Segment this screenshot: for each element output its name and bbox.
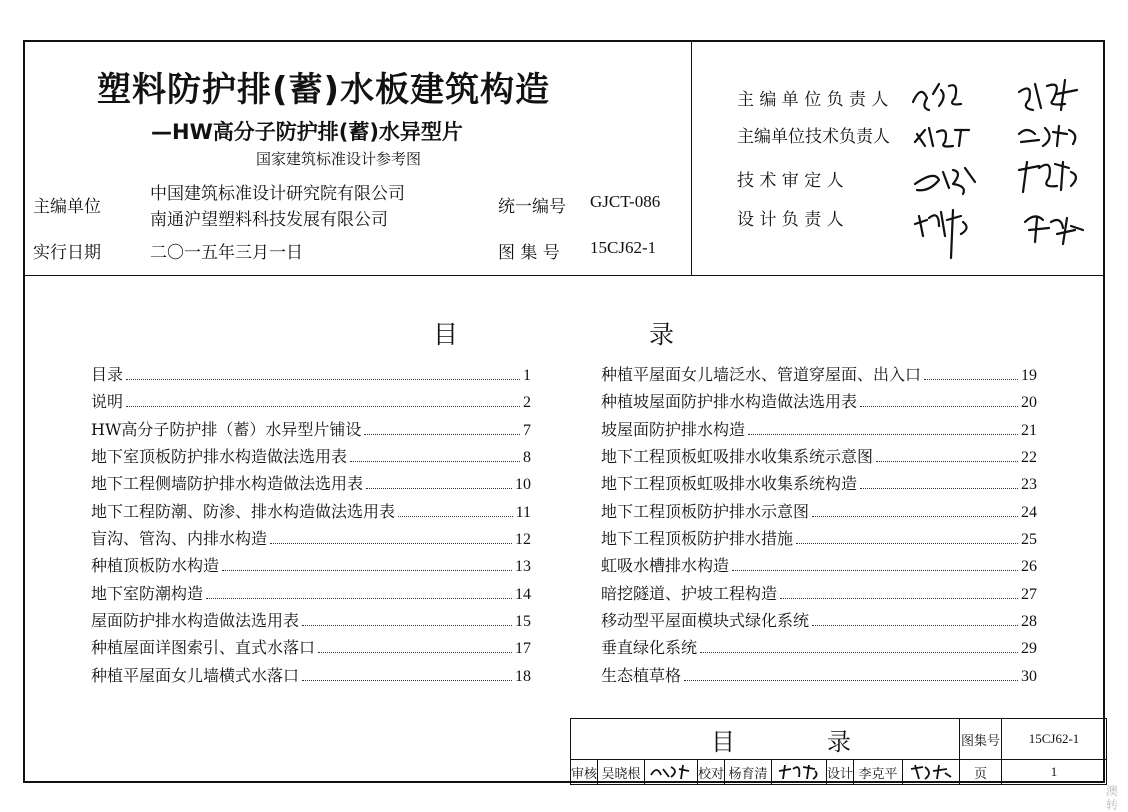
toc-entry[interactable] [91,581,531,608]
toc-entry[interactable] [601,389,1037,416]
toc-entry-title: 移动型平屋面模块式绿化系统 [601,611,810,631]
toc-entry-title: 暗挖隧道、护坡工程构造 [601,583,778,603]
toc-leader-dots [876,461,1018,462]
toc-leader-dots [860,488,1018,489]
toc-leader-dots [270,543,512,544]
toc-leader-dots [700,652,1018,653]
toc-entry-title: 生态植草格 [601,665,682,685]
check-signature [771,759,827,785]
header-vertical-divider [691,42,692,275]
editor-1: 中国建筑标准设计研究院有限公司 [150,184,405,204]
signatures-graphic [907,72,1097,272]
page-label: 页 [959,759,1002,785]
toc-leader-dots [366,488,512,489]
signature-path [913,84,961,110]
titleblock-sheet-title [570,718,960,760]
toc-entry-page: 23 [1021,476,1037,494]
signature-path [915,128,969,147]
drawing-frame [23,40,1105,783]
toc-entry[interactable] [601,608,1037,635]
toc-entry[interactable] [91,362,531,389]
toc-leader-dots [796,543,1018,544]
toc-leader-dots [318,652,512,653]
title-block [570,718,1107,785]
toc-entry[interactable] [601,553,1037,580]
toc-entry-title: 地下工程防潮、防渗、排水构造做法选用表 [91,501,396,521]
toc-leader-dots [126,406,520,407]
design-label: 设计 [826,759,854,785]
atlas-subtitle: —HW高分子防护排(蓄)水异型片 [151,120,463,144]
resp-role-2: 主编单位技术负责人 [737,127,890,147]
atlas-number-value: 15CJ62-1 [590,238,657,257]
toc-leader-dots [364,434,520,435]
review-name: 吴晓根 [597,759,645,785]
toc-entry[interactable] [91,663,531,690]
toc-entry-title: 地下工程顶板防护排水示意图 [601,501,810,521]
toc-leader-dots [350,461,520,462]
atlas-title: 塑料防护排(蓄)水板建筑构造 [97,70,551,110]
header-divider [25,275,1103,276]
resp-role-3: 技 术 审 定 人 [737,171,844,191]
toc-entry-page: 19 [1021,367,1037,384]
toc-entry-page: 7 [523,421,531,439]
toc-entry-page: 29 [1021,640,1037,658]
toc-entry-title: 地下工程顶板虹吸排水收集系统构造 [601,474,858,494]
toc-leader-dots [302,680,512,681]
toc-entry-title: 种植屋面详图索引、直式水落口 [91,638,316,658]
toc-entry-page: 28 [1021,613,1037,631]
signature-path [915,168,975,194]
toc-leader-dots [860,406,1018,407]
date-value: 二〇一五年三月一日 [150,243,303,263]
signature-graphic [909,763,953,781]
toc-entry[interactable] [91,471,531,498]
toc-right-column [601,362,1037,690]
titleblock-title-left: 目 [711,727,735,756]
toc-entry[interactable] [91,526,531,553]
titleblock-atlas-label: 图集号 [959,718,1002,760]
toc-entry-page: 10 [515,476,531,494]
toc-entry-page: 2 [523,394,531,412]
editor-2: 南通沪望塑料科技发展有限公司 [150,210,388,230]
signature-path [1019,126,1075,146]
toc-entry[interactable] [91,499,531,526]
toc-leader-dots [812,625,1018,626]
toc-entry-page: 12 [515,531,531,549]
toc-entry[interactable] [91,444,531,471]
review-label: 审核 [570,759,598,785]
toc-entry[interactable] [601,444,1037,471]
toc-entry[interactable] [601,417,1037,444]
toc-entry[interactable] [91,635,531,662]
check-name: 杨育清 [724,759,772,785]
page-value: 1 [1001,759,1107,785]
code-label: 统一编号 [498,197,566,217]
toc-entry[interactable] [601,581,1037,608]
toc-entry-title: 种植平屋面女儿墙横式水落口 [91,665,300,685]
resp-role-4: 设 计 负 责 人 [737,210,844,230]
toc-leader-dots [222,570,512,571]
toc-entry-title: 虹吸水槽排水构造 [601,556,730,576]
toc-entry-title: 地下室顶板防护排水构造做法选用表 [91,447,348,467]
signature-path [1019,80,1077,110]
toc-entry-page: 11 [515,503,531,521]
toc-entry-page: 17 [515,640,531,658]
toc-entry[interactable] [601,499,1037,526]
toc-entry-page: 27 [1021,585,1037,603]
toc-entry[interactable] [91,389,531,416]
toc-leader-dots [302,625,512,626]
toc-entry-page: 30 [1021,667,1037,685]
toc-entry-title: 坡屋面防护排水构造 [601,419,746,439]
toc-title-right: 录 [649,320,675,349]
review-signature [644,759,698,785]
toc-entry-title: 地下工程侧墙防护排水构造做法选用表 [91,474,364,494]
toc-leader-dots [398,516,513,517]
toc-entry[interactable] [91,417,531,444]
toc-entry[interactable] [91,608,531,635]
toc-leader-dots [780,598,1018,599]
signature-graphic [777,763,821,781]
toc-entry-title: 种植顶板防水构造 [91,556,220,576]
toc-entry-title: 地下室防潮构造 [91,583,204,603]
toc-entry-page: 14 [515,585,531,603]
signature-path [915,210,967,258]
date-label: 实行日期 [33,243,101,263]
toc-entry-title: 地下工程顶板虹吸排水收集系统示意图 [601,447,874,467]
signature-path [1025,216,1083,244]
toc-entry-page: 15 [515,613,531,631]
toc-entry[interactable] [601,663,1037,690]
toc-entry-title: 地下工程顶板防护排水措施 [601,529,794,549]
toc-entry-page: 18 [515,667,531,685]
toc-entry[interactable] [601,526,1037,553]
toc-entry-page: 20 [1021,394,1037,412]
watermark: 澳转 [1106,784,1119,812]
toc-entry-page: 24 [1021,503,1037,521]
signature-path [1019,162,1076,192]
toc-leader-dots [206,598,512,599]
toc-entry-title: 目录 [91,365,124,384]
resp-role-1: 主 编 单 位 负 责 人 [737,90,889,110]
toc-left-column [91,362,531,690]
toc-entry[interactable] [601,635,1037,662]
toc-entry[interactable] [601,471,1037,498]
toc-entry[interactable] [91,553,531,580]
toc-entry-title: 说明 [91,392,124,412]
toc-entry-page: 22 [1021,449,1037,467]
signature-graphic [649,763,693,781]
toc-entry-title: 盲沟、管沟、内排水构造 [91,529,268,549]
titleblock-atlas-value: 15CJ62-1 [1001,718,1107,760]
toc-entry-page: 1 [523,367,531,384]
toc-entry-page: 25 [1021,531,1037,549]
toc-entry-title: HW高分子防护排（蓄）水异型片铺设 [91,419,362,439]
toc-leader-dots [812,516,1018,517]
toc-entry[interactable] [601,362,1037,389]
toc-entry-title: 垂直绿化系统 [601,638,698,658]
toc-leader-dots [924,379,1018,380]
toc-leader-dots [732,570,1018,571]
toc-entry-title: 种植平屋面女儿墙泛水、管道穿屋面、出入口 [601,365,922,384]
check-label: 校对 [697,759,725,785]
titleblock-title-right: 录 [827,727,851,756]
toc-leader-dots [126,379,520,380]
toc-entry-page: 8 [523,449,531,467]
toc-entry-page: 21 [1021,421,1037,439]
toc-entry-title: 种植坡屋面防护排水构造做法选用表 [601,392,858,412]
toc-entry-page: 13 [515,558,531,576]
editor-label: 主编单位 [33,197,101,217]
toc-entry-title: 屋面防护排水构造做法选用表 [91,611,300,631]
toc-leader-dots [748,434,1018,435]
toc-title-left: 目 [433,320,459,349]
design-signature [902,759,960,785]
designation: 国家建筑标准设计参考图 [256,150,422,168]
design-name: 李克平 [853,759,903,785]
atlas-number-label: 图 集 号 [498,243,560,263]
toc-entry-page: 26 [1021,558,1037,576]
code-value: GJCT-086 [590,192,661,211]
toc-leader-dots [684,680,1018,681]
